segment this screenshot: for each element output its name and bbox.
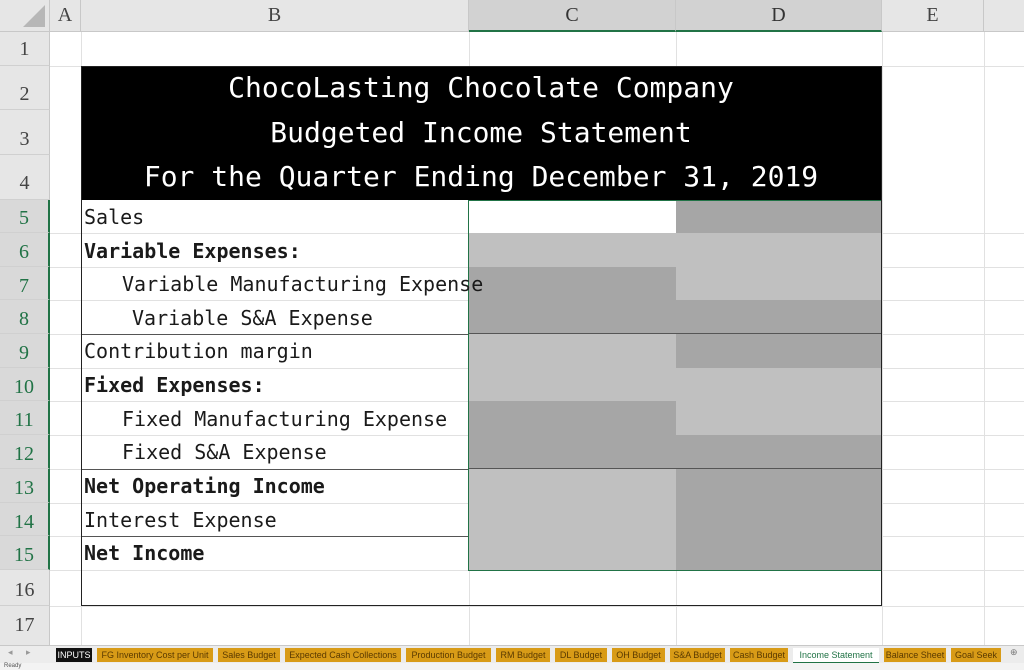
column-header-a[interactable]: A — [50, 0, 81, 32]
status-bar: Ready — [0, 663, 1024, 670]
row-header-17[interactable]: 17 — [0, 606, 50, 645]
tab-cash-budget[interactable]: Cash Budget — [730, 648, 788, 662]
label-variable-expenses[interactable]: Variable Expenses: — [84, 239, 301, 263]
label-fixed-expenses[interactable]: Fixed Expenses: — [84, 373, 265, 397]
sheet-tab-bar — [0, 645, 1024, 663]
tab-scroll-right-icon[interactable]: ▸ — [26, 647, 31, 657]
row-header-1[interactable]: 1 — [0, 32, 50, 66]
row-header-16[interactable]: 16 — [0, 570, 50, 606]
column-header-f[interactable] — [984, 0, 1024, 32]
label-net-income[interactable]: Net Income — [84, 541, 205, 565]
row-header-7[interactable]: 7 — [0, 267, 50, 300]
row-header-10[interactable]: 10 — [0, 368, 50, 401]
label-sales[interactable]: Sales — [84, 205, 145, 229]
statement-title: Budgeted Income Statement — [270, 115, 692, 149]
tab-income-statement[interactable]: Income Statement — [793, 648, 879, 664]
add-sheet-icon[interactable]: ⊕ — [1010, 647, 1018, 657]
gridline — [50, 606, 1024, 607]
row-header-13[interactable]: 13 — [0, 469, 50, 503]
gridline — [882, 32, 883, 645]
statement-header-banner[interactable] — [81, 66, 881, 200]
select-all-corner[interactable] — [0, 0, 50, 32]
tab-rm-budget[interactable]: RM Budget — [496, 648, 550, 662]
label-fixed-sa[interactable]: Fixed S&A Expense — [122, 440, 327, 464]
tab-expected-cash-collections[interactable]: Expected Cash Collections — [285, 648, 401, 662]
row-header-2[interactable]: 2 — [0, 66, 50, 110]
row-header-15[interactable]: 15 — [0, 536, 50, 570]
tab-sa-budget[interactable]: S&A Budget — [670, 648, 725, 662]
selection-outline — [468, 200, 882, 571]
tab-inputs[interactable]: INPUTS — [57, 650, 91, 660]
label-variable-sa[interactable]: Variable S&A Expense — [132, 306, 373, 330]
gridline — [984, 32, 985, 645]
row-header-4[interactable]: 4 — [0, 155, 50, 200]
row-header-11[interactable]: 11 — [0, 401, 50, 435]
label-variable-manufacturing[interactable]: Variable Manufacturing Expense — [122, 272, 484, 296]
label-contribution-margin[interactable]: Contribution margin — [84, 339, 313, 363]
column-header-b[interactable]: B — [81, 0, 469, 32]
company-name: ChocoLasting Chocolate Company — [228, 71, 734, 104]
label-fixed-manufacturing[interactable]: Fixed Manufacturing Expense — [122, 407, 448, 431]
tab-goal-seek[interactable]: Goal Seek — [951, 648, 1001, 662]
row-header-5[interactable]: 5 — [0, 200, 50, 233]
tab-oh-budget[interactable]: OH Budget — [612, 648, 665, 662]
row-header-6[interactable]: 6 — [0, 233, 50, 267]
tab-sales-budget[interactable]: Sales Budget — [218, 648, 280, 662]
column-header-c[interactable]: C — [469, 0, 676, 32]
column-header-e[interactable]: E — [882, 0, 984, 32]
statement-period: For the Quarter Ending December 31, 2019 — [143, 160, 819, 194]
label-interest-expense[interactable]: Interest Expense — [84, 508, 277, 532]
tab-dl-budget[interactable]: DL Budget — [555, 648, 607, 662]
column-header-d[interactable]: D — [676, 0, 882, 32]
tab-balance-sheet[interactable]: Balance Sheet — [885, 650, 945, 660]
row-header-8[interactable]: 8 — [0, 300, 50, 334]
label-net-operating-income[interactable]: Net Operating Income — [84, 474, 325, 498]
row-header-3[interactable]: 3 — [0, 110, 50, 155]
row-header-14[interactable]: 14 — [0, 503, 50, 536]
tab-fg-inventory[interactable]: FG Inventory Cost per Unit — [97, 648, 213, 662]
tab-scroll-left-icon[interactable]: ◂ — [8, 647, 13, 657]
tab-production-budget[interactable]: Production Budget — [406, 648, 491, 662]
row-header-9[interactable]: 9 — [0, 334, 50, 368]
row-header-12[interactable]: 12 — [0, 435, 50, 469]
